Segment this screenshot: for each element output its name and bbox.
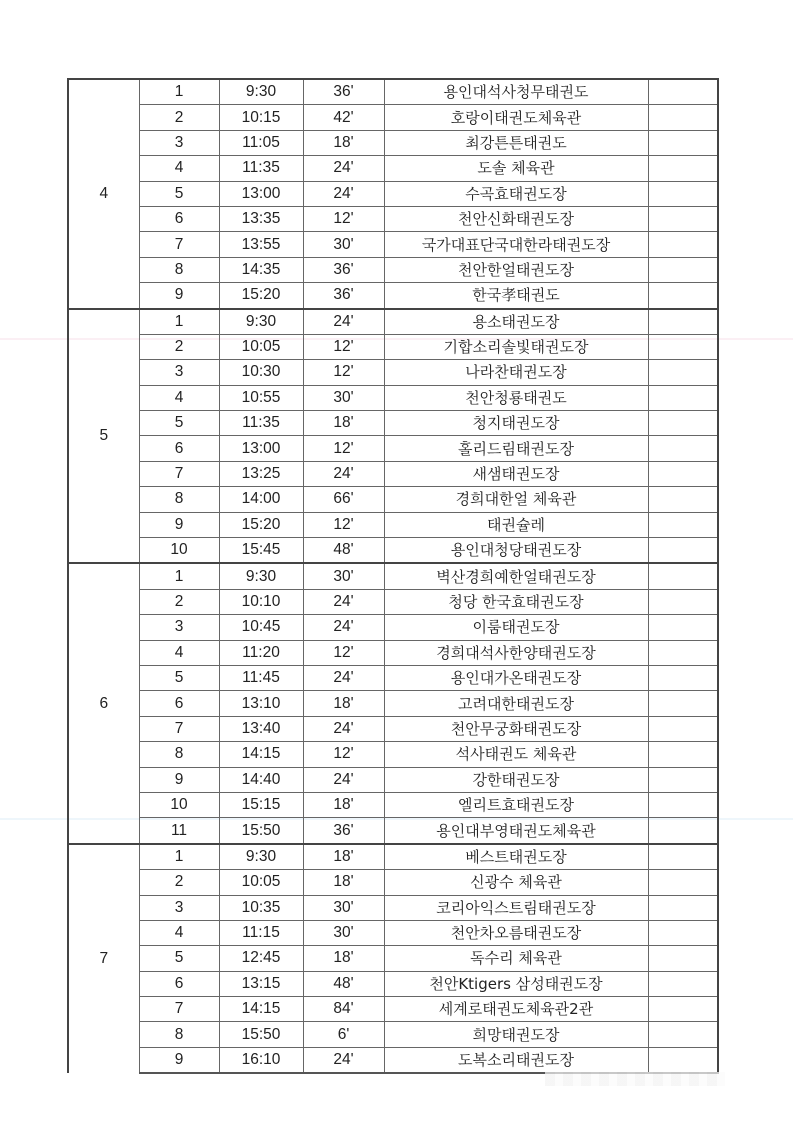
dojang-name-cell: 기합소리솔빛태권도장	[384, 334, 648, 359]
table-row	[68, 181, 718, 206]
time-cell: 10:45	[219, 615, 303, 640]
table-row	[68, 920, 718, 945]
duration-cell: 12'	[303, 206, 384, 231]
time-cell: 9:30	[219, 79, 303, 105]
note-cell	[648, 997, 718, 1022]
note-cell	[648, 665, 718, 690]
duration-cell: 18'	[303, 691, 384, 716]
dojang-name-cell: 벽산경희예한얼태권도장	[384, 563, 648, 589]
duration-cell: 30'	[303, 563, 384, 589]
time-cell: 13:25	[219, 461, 303, 486]
dojang-name-cell: 코리아익스트림태권도장	[384, 895, 648, 920]
note-cell	[648, 615, 718, 640]
time-cell: 10:15	[219, 105, 303, 130]
order-cell: 2	[139, 334, 219, 359]
dojang-name-cell: 용인대청당태권도장	[384, 538, 648, 564]
order-cell: 3	[139, 615, 219, 640]
order-cell: 2	[139, 589, 219, 614]
duration-cell: 18'	[303, 130, 384, 155]
note-cell	[648, 206, 718, 231]
table-row	[68, 742, 718, 767]
duration-cell: 24'	[303, 589, 384, 614]
dojang-name-cell: 천안Ktigers 삼성태권도장	[384, 971, 648, 996]
duration-cell: 84'	[303, 997, 384, 1022]
note-cell	[648, 792, 718, 817]
table-row	[68, 997, 718, 1022]
note-cell	[648, 818, 718, 844]
dojang-name-cell: 도솔 체육관	[384, 156, 648, 181]
time-cell: 15:50	[219, 818, 303, 844]
order-cell: 9	[139, 1047, 219, 1073]
order-cell: 4	[139, 920, 219, 945]
note-cell	[648, 461, 718, 486]
order-cell: 1	[139, 844, 219, 870]
dojang-name-cell: 천안한얼태권도장	[384, 257, 648, 282]
group-number-cell: 7	[68, 844, 139, 1074]
time-cell: 9:30	[219, 563, 303, 589]
duration-cell: 18'	[303, 411, 384, 436]
order-cell: 1	[139, 563, 219, 589]
schedule-body	[68, 79, 718, 1073]
order-cell: 4	[139, 640, 219, 665]
duration-cell: 24'	[303, 716, 384, 741]
dojang-name-cell: 천안청룡태권도	[384, 385, 648, 410]
order-cell: 10	[139, 538, 219, 564]
table-row	[68, 436, 718, 461]
order-cell: 11	[139, 818, 219, 844]
note-cell	[648, 589, 718, 614]
note-cell	[648, 844, 718, 870]
note-cell	[648, 1022, 718, 1047]
note-cell	[648, 742, 718, 767]
table-row	[68, 946, 718, 971]
note-cell	[648, 767, 718, 792]
note-cell	[648, 411, 718, 436]
schedule-table	[67, 78, 719, 1074]
note-cell	[648, 105, 718, 130]
dojang-name-cell: 용소태권도장	[384, 309, 648, 335]
duration-cell: 66'	[303, 487, 384, 512]
time-cell: 13:10	[219, 691, 303, 716]
table-row	[68, 563, 718, 589]
time-cell: 11:15	[219, 920, 303, 945]
order-cell: 6	[139, 691, 219, 716]
dojang-name-cell: 호랑이태권도체육관	[384, 105, 648, 130]
duration-cell: 24'	[303, 181, 384, 206]
dojang-name-cell: 천안차오름태권도장	[384, 920, 648, 945]
table-row	[68, 538, 718, 564]
order-cell: 3	[139, 130, 219, 155]
time-cell: 15:15	[219, 792, 303, 817]
table-row	[68, 130, 718, 155]
dojang-name-cell: 천안신화태권도장	[384, 206, 648, 231]
duration-cell: 12'	[303, 436, 384, 461]
order-cell: 4	[139, 385, 219, 410]
note-cell	[648, 232, 718, 257]
note-cell	[648, 971, 718, 996]
order-cell: 9	[139, 512, 219, 537]
dojang-name-cell: 엘리트효태권도장	[384, 792, 648, 817]
note-cell	[648, 309, 718, 335]
table-row	[68, 691, 718, 716]
duration-cell: 36'	[303, 79, 384, 105]
order-cell: 5	[139, 411, 219, 436]
order-cell: 2	[139, 105, 219, 130]
duration-cell: 6'	[303, 1022, 384, 1047]
dojang-name-cell: 베스트태권도장	[384, 844, 648, 870]
time-cell: 15:20	[219, 283, 303, 309]
time-cell: 15:20	[219, 512, 303, 537]
table-row	[68, 971, 718, 996]
note-cell	[648, 436, 718, 461]
group-number-cell: 6	[68, 563, 139, 843]
note-cell	[648, 487, 718, 512]
duration-cell: 18'	[303, 946, 384, 971]
time-cell: 12:45	[219, 946, 303, 971]
time-cell: 13:00	[219, 181, 303, 206]
order-cell: 6	[139, 436, 219, 461]
table-row	[68, 283, 718, 309]
table-row	[68, 79, 718, 105]
table-row	[68, 818, 718, 844]
note-cell	[648, 385, 718, 410]
duration-cell: 24'	[303, 665, 384, 690]
time-cell: 9:30	[219, 309, 303, 335]
order-cell: 10	[139, 792, 219, 817]
time-cell: 10:35	[219, 895, 303, 920]
order-cell: 7	[139, 461, 219, 486]
order-cell: 8	[139, 742, 219, 767]
table-row	[68, 665, 718, 690]
duration-cell: 36'	[303, 818, 384, 844]
dojang-name-cell: 청지태권도장	[384, 411, 648, 436]
duration-cell: 24'	[303, 309, 384, 335]
time-cell: 15:50	[219, 1022, 303, 1047]
table-row	[68, 1022, 718, 1047]
duration-cell: 12'	[303, 360, 384, 385]
time-cell: 11:05	[219, 130, 303, 155]
dojang-name-cell: 천안무궁화태권도장	[384, 716, 648, 741]
time-cell: 9:30	[219, 844, 303, 870]
note-cell	[648, 895, 718, 920]
table-row	[68, 309, 718, 335]
time-cell: 10:05	[219, 870, 303, 895]
time-cell: 11:45	[219, 665, 303, 690]
note-cell	[648, 181, 718, 206]
order-cell: 4	[139, 156, 219, 181]
note-cell	[648, 130, 718, 155]
time-cell: 15:45	[219, 538, 303, 564]
order-cell: 9	[139, 283, 219, 309]
time-cell: 11:35	[219, 411, 303, 436]
dojang-name-cell: 국가대표단국대한라태권도장	[384, 232, 648, 257]
duration-cell: 30'	[303, 895, 384, 920]
order-cell: 2	[139, 870, 219, 895]
time-cell: 14:35	[219, 257, 303, 282]
order-cell: 3	[139, 895, 219, 920]
order-cell: 7	[139, 997, 219, 1022]
time-cell: 10:55	[219, 385, 303, 410]
order-cell: 8	[139, 257, 219, 282]
duration-cell: 24'	[303, 156, 384, 181]
table-row	[68, 385, 718, 410]
time-cell: 13:35	[219, 206, 303, 231]
dojang-name-cell: 도복소리태권도장	[384, 1047, 648, 1073]
time-cell: 11:20	[219, 640, 303, 665]
duration-cell: 48'	[303, 971, 384, 996]
table-row	[68, 589, 718, 614]
order-cell: 5	[139, 665, 219, 690]
dojang-name-cell: 새샘태권도장	[384, 461, 648, 486]
table-row	[68, 615, 718, 640]
order-cell: 1	[139, 309, 219, 335]
table-row	[68, 206, 718, 231]
note-cell	[648, 563, 718, 589]
dojang-name-cell: 최강튼튼태권도	[384, 130, 648, 155]
note-cell	[648, 640, 718, 665]
note-cell	[648, 79, 718, 105]
table-row	[68, 895, 718, 920]
order-cell: 6	[139, 206, 219, 231]
time-cell: 13:40	[219, 716, 303, 741]
dojang-name-cell: 경희대한얼 체육관	[384, 487, 648, 512]
order-cell: 8	[139, 487, 219, 512]
order-cell: 8	[139, 1022, 219, 1047]
duration-cell: 30'	[303, 385, 384, 410]
time-cell: 14:15	[219, 742, 303, 767]
duration-cell: 24'	[303, 615, 384, 640]
dojang-name-cell: 고려대한태권도장	[384, 691, 648, 716]
note-cell	[648, 716, 718, 741]
dojang-name-cell: 나라찬태권도장	[384, 360, 648, 385]
duration-cell: 42'	[303, 105, 384, 130]
dojang-name-cell: 신광수 체육관	[384, 870, 648, 895]
dojang-name-cell: 독수리 체육관	[384, 946, 648, 971]
note-cell	[648, 257, 718, 282]
table-row	[68, 1047, 718, 1073]
duration-cell: 30'	[303, 920, 384, 945]
note-cell	[648, 1047, 718, 1073]
duration-cell: 24'	[303, 461, 384, 486]
order-cell: 6	[139, 971, 219, 996]
table-row	[68, 767, 718, 792]
time-cell: 10:10	[219, 589, 303, 614]
duration-cell: 12'	[303, 640, 384, 665]
dojang-name-cell: 수곡효태권도장	[384, 181, 648, 206]
duration-cell: 24'	[303, 767, 384, 792]
duration-cell: 48'	[303, 538, 384, 564]
dojang-name-cell: 태권슐레	[384, 512, 648, 537]
table-row	[68, 105, 718, 130]
order-cell: 1	[139, 79, 219, 105]
note-cell	[648, 360, 718, 385]
time-cell: 13:55	[219, 232, 303, 257]
dojang-name-cell: 용인대가온태권도장	[384, 665, 648, 690]
time-cell: 14:15	[219, 997, 303, 1022]
dojang-name-cell: 한국孝태권도	[384, 283, 648, 309]
note-cell	[648, 283, 718, 309]
duration-cell: 12'	[303, 742, 384, 767]
time-cell: 14:40	[219, 767, 303, 792]
dojang-name-cell: 강한태권도장	[384, 767, 648, 792]
time-cell: 10:30	[219, 360, 303, 385]
table-row	[68, 360, 718, 385]
order-cell: 9	[139, 767, 219, 792]
watermark	[545, 1072, 725, 1086]
duration-cell: 12'	[303, 512, 384, 537]
dojang-name-cell: 용인대석사청무태권도	[384, 79, 648, 105]
duration-cell: 18'	[303, 870, 384, 895]
table-row	[68, 257, 718, 282]
note-cell	[648, 512, 718, 537]
time-cell: 11:35	[219, 156, 303, 181]
table-row	[68, 870, 718, 895]
table-row	[68, 716, 718, 741]
note-cell	[648, 334, 718, 359]
group-number-cell: 4	[68, 79, 139, 309]
table-row	[68, 844, 718, 870]
time-cell: 16:10	[219, 1047, 303, 1073]
group-number-cell: 5	[68, 309, 139, 564]
table-row	[68, 487, 718, 512]
table-row	[68, 156, 718, 181]
order-cell: 3	[139, 360, 219, 385]
table-row	[68, 334, 718, 359]
order-cell: 5	[139, 181, 219, 206]
duration-cell: 18'	[303, 792, 384, 817]
duration-cell: 30'	[303, 232, 384, 257]
table-row	[68, 461, 718, 486]
table-row	[68, 512, 718, 537]
dojang-name-cell: 희망태권도장	[384, 1022, 648, 1047]
note-cell	[648, 946, 718, 971]
note-cell	[648, 538, 718, 564]
order-cell: 7	[139, 716, 219, 741]
dojang-name-cell: 이룸태권도장	[384, 615, 648, 640]
time-cell: 10:05	[219, 334, 303, 359]
table-row	[68, 792, 718, 817]
note-cell	[648, 870, 718, 895]
dojang-name-cell: 청당 한국효태권도장	[384, 589, 648, 614]
time-cell: 13:15	[219, 971, 303, 996]
dojang-name-cell: 석사태권도 체육관	[384, 742, 648, 767]
table-row	[68, 411, 718, 436]
dojang-name-cell: 경희대석사한양태권도장	[384, 640, 648, 665]
order-cell: 7	[139, 232, 219, 257]
dojang-name-cell: 세계로태권도체육관2관	[384, 997, 648, 1022]
order-cell: 5	[139, 946, 219, 971]
table-row	[68, 640, 718, 665]
table-row	[68, 232, 718, 257]
duration-cell: 24'	[303, 1047, 384, 1073]
time-cell: 14:00	[219, 487, 303, 512]
dojang-name-cell: 홀리드림태권도장	[384, 436, 648, 461]
time-cell: 13:00	[219, 436, 303, 461]
duration-cell: 36'	[303, 283, 384, 309]
dojang-name-cell: 용인대부영태권도체육관	[384, 818, 648, 844]
duration-cell: 36'	[303, 257, 384, 282]
note-cell	[648, 156, 718, 181]
note-cell	[648, 691, 718, 716]
note-cell	[648, 920, 718, 945]
duration-cell: 18'	[303, 844, 384, 870]
duration-cell: 12'	[303, 334, 384, 359]
